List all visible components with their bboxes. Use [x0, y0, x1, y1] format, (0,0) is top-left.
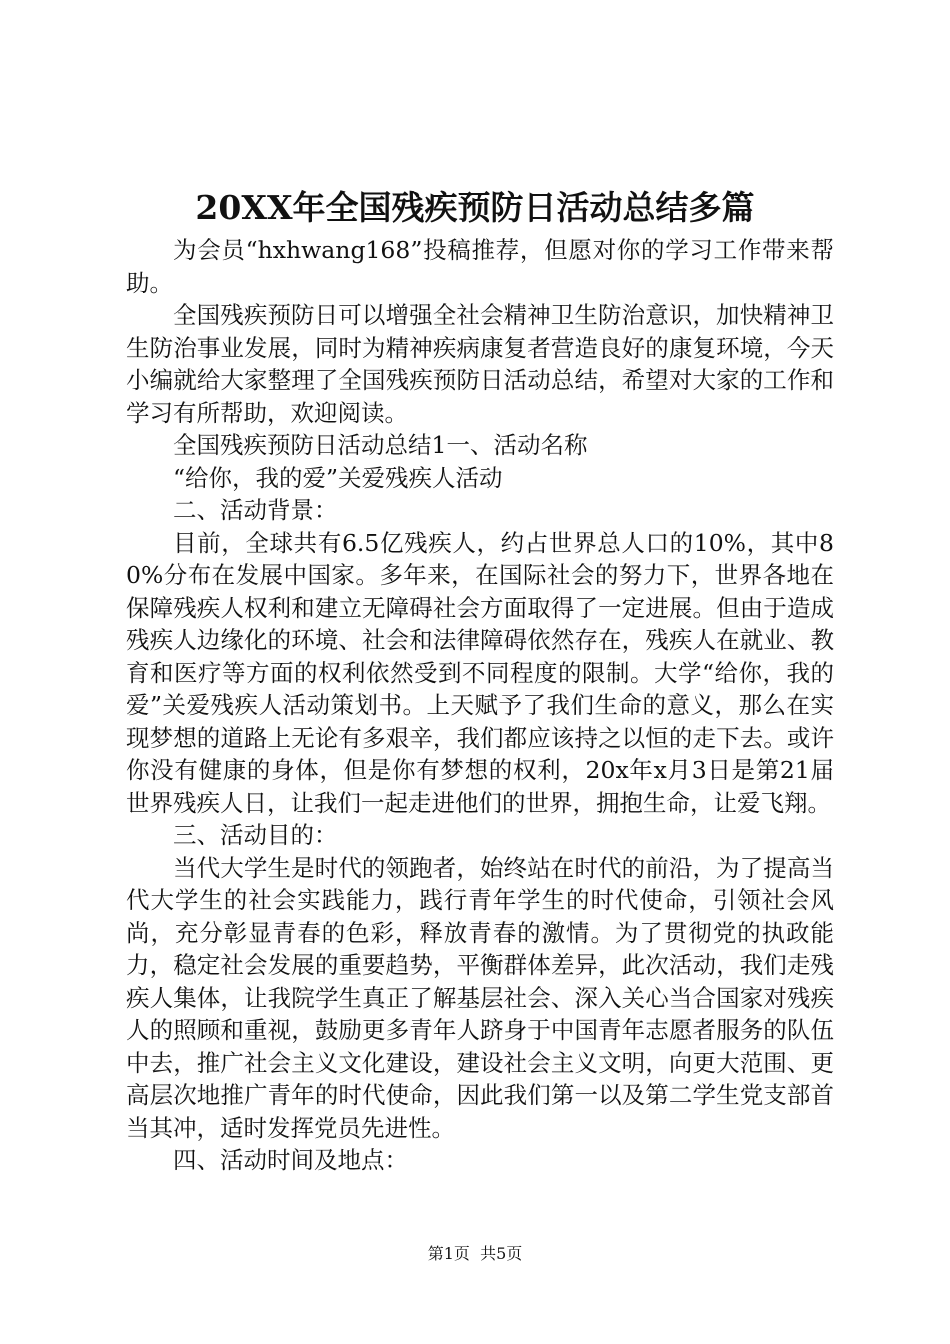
paragraph-intro: 为会员“hxhwang168”投稿推荐，但愿对你的学习工作带来帮助。	[126, 236, 834, 297]
section-heading-activity-name: 全国残疾预防日活动总结1一、活动名称	[173, 431, 588, 459]
paragraph-overview: 全国残疾预防日可以增强全社会精神卫生防治意识，加快精神卫生防治事业发展，同时为精神疾病康复者营造良好的康复环境，今天小编就给大家整理了全国残疾预防日活动总结，希望对大家的工作和学习有所帮助，欢迎阅读。	[126, 301, 834, 427]
paragraph-background: 目前，全球共有6.5亿残疾人，约占世界总人口的10%，其中80%分布在发展中国家。多年来，在国际社会的努力下，世界各地在保障残疾人权利和建立无障碍社会方面取得了一定进展。但由于造成残疾人边缘化的环境、社会和法律障碍依然存在，残疾人在就业、教育和医疗等方面的权利依然受到不同程度的限制。大学“给你，我的爱”关爱残疾人活动策划书。上天赋予了我们生命的意义，那么在实现梦想的道路上无论有多艰辛，我们都应该持之以恒的走下去。或许你没有健康的身体，但是你有梦想的权利，20x年x月3日是第21届世界残疾人日，让我们一起走进他们的世界，拥抱生命，让爱飞翔。	[126, 528, 834, 817]
page-total: 共5页	[480, 1244, 523, 1263]
page-footer	[0, 1243, 950, 1265]
paragraph-activity-name: “给你，我的爱”关爱残疾人活动	[173, 463, 503, 492]
section-heading-time-location: 四、活动时间及地点：	[173, 1146, 408, 1174]
document-body	[126, 234, 834, 1177]
section-heading-background: 二、活动背景：	[173, 496, 338, 524]
page-number: 第1页	[427, 1244, 470, 1263]
document-title: 20XX年全国残疾预防日活动总结多篇	[195, 188, 755, 227]
section-heading-purpose: 三、活动目的：	[173, 821, 338, 849]
paragraph-purpose: 当代大学生是时代的领跑者，始终站在时代的前沿，为了提高当代大学生的社会实践能力，践行青年学生的时代使命，引领社会风尚，充分彰显青春的色彩，释放青春的激情。为了贯彻党的执政能力，稳定社会发展的重要趋势，平衡群体差异，此次活动，我们走残疾人集体，让我院学生真正了解基层社会、深入关心当合国家对残疾人的照顾和重视，鼓励更多青年人跻身于中国青年志愿者服务的队伍中去，推广社会主义文化建设，建设社会主义文明，向更大范围、更高层次地推广青年的时代使命，因此我们第一以及第二学生党支部首当其冲，适时发挥党员先进性。	[126, 853, 834, 1142]
